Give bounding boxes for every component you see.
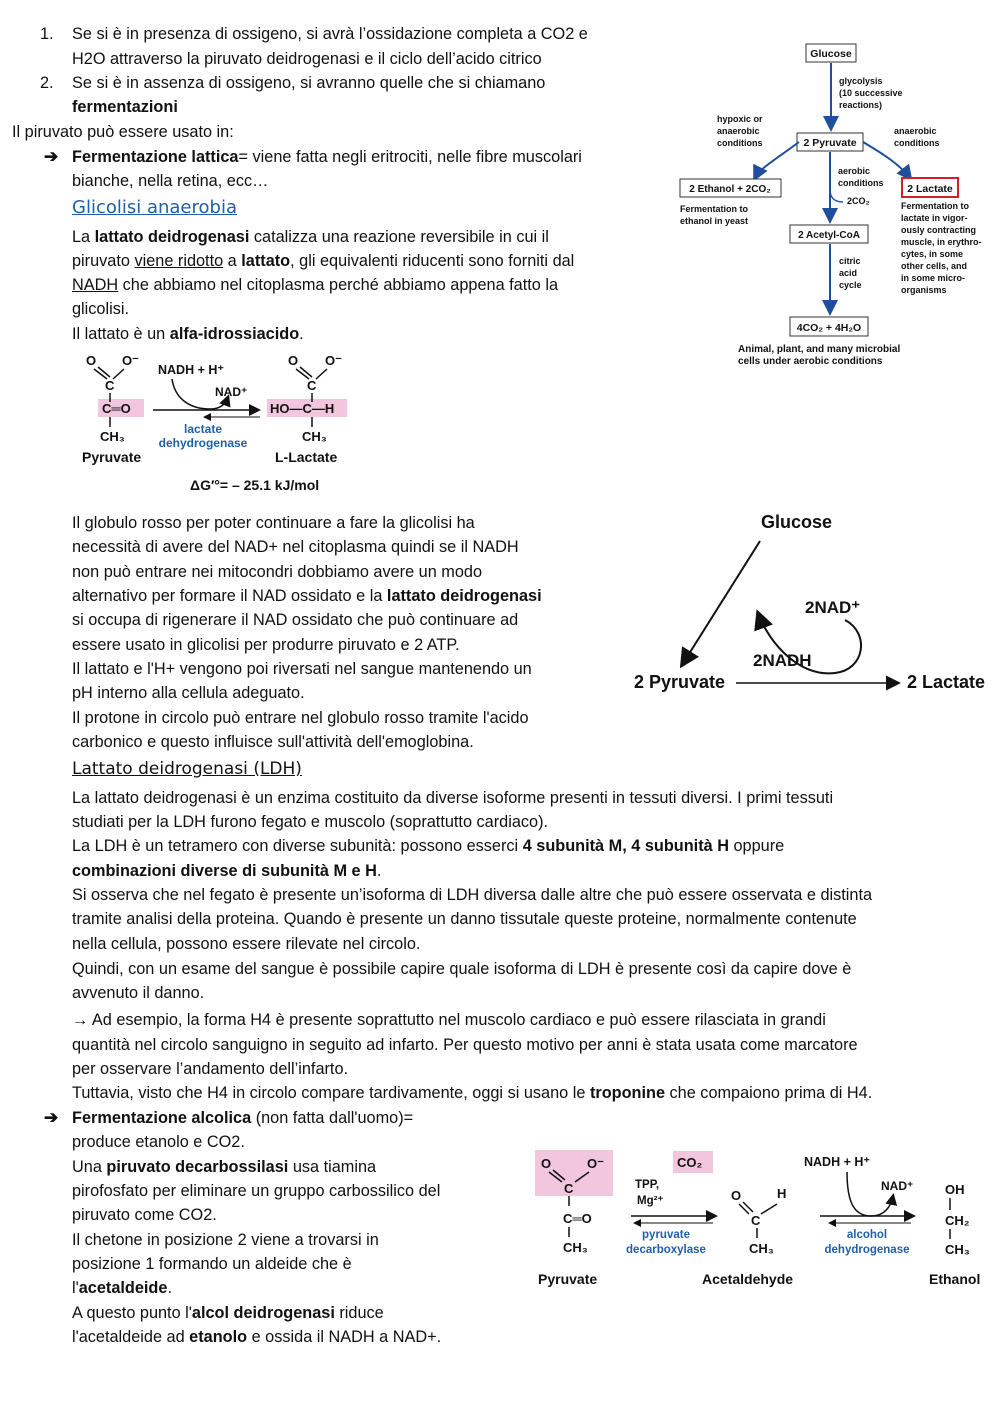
list-number-1: 1. [40, 25, 54, 43]
list-item-2-line2: fermentazioni [72, 98, 178, 116]
ldh-l2: studiati per la LDH furono fegato e muscolo (soprattutto cardiaco). [72, 813, 549, 831]
alcoholic-l6: Il chetone in posizione 2 viene a trovarsi in [72, 1231, 379, 1249]
svg-text:O: O [541, 1156, 552, 1171]
rbc-l8: pH interno alla cellula adeguato. [72, 684, 305, 702]
svg-text:CH₃: CH₃ [749, 1241, 774, 1256]
rbc-l6: essere usato in glicolisi per produrre piruvato e 2 ATP. [72, 636, 460, 654]
lactic-p1-l3: NADH che abbiamo nel citoplasma perché abbiamo appena fatto la [72, 276, 559, 294]
svg-text:CH₃: CH₃ [100, 429, 125, 444]
lactic-line2: bianche, nella retina, ecc… [72, 172, 269, 190]
svg-text:NAD⁺: NAD⁺ [881, 1179, 914, 1193]
label-l-lactate: L-Lactate [275, 449, 338, 465]
svg-text:cytes, in some: cytes, in some [901, 249, 964, 259]
alcoholic-l8: l'acetaldeide. [72, 1279, 172, 1297]
svg-text:conditions: conditions [838, 178, 884, 188]
rbc-l4: alternativo per formare il NAD ossidato e la lattato deidrogenasi [72, 587, 542, 605]
list-number-2: 2. [40, 74, 54, 92]
rbc-l7: Il lattato e l'H+ vengono poi riversati nel sangue mantenendo un [72, 660, 532, 678]
ldh-l13: Tuttavia, visto che H4 in circolo compare tardivamente, oggi si usano le troponine che compaiono prima di H4. [72, 1084, 873, 1102]
svg-text:Fermentation to: Fermentation to [901, 201, 970, 211]
svg-text:O: O [731, 1188, 742, 1203]
ldh-l1: La lattato deidrogenasi è un enzima costituito da diverse isoforme presenti in tessuti diversi. I primi tessuti [72, 789, 834, 807]
rbc-l10: carbonico e questo influisce sull'attività dell'emoglobina. [72, 733, 474, 751]
svg-text:TPP,: TPP, [635, 1179, 660, 1191]
ldh-l8: Quindi, con un esame del sangue è possibile capire quale isoforma di LDH è presente così da capire dove è [72, 960, 852, 978]
svg-text:conditions: conditions [894, 138, 940, 148]
svg-text:Mg²⁺: Mg²⁺ [637, 1195, 664, 1207]
svg-text:CH₃: CH₃ [945, 1242, 970, 1257]
svg-text:C: C [105, 378, 115, 393]
svg-text:C: C [751, 1213, 761, 1228]
svg-text:decarboxylase: decarboxylase [626, 1244, 706, 1256]
node-pyruvate: 2 Pyruvate [803, 137, 857, 149]
lactic-p1-l2: piruvato viene ridotto a lattato, gli equivalenti riducenti sono forniti dal [72, 252, 575, 270]
svg-text:lactate: lactate [183, 422, 223, 436]
ldh-l7: nella cellula, possono essere rilevate nel circolo. [72, 935, 421, 953]
alcoholic-l5: piruvato come CO2. [72, 1206, 217, 1224]
lactic-p1-l5: Il lattato è un alfa-idrossiacido. [72, 325, 304, 343]
svg-text:O⁻: O⁻ [122, 353, 139, 368]
nad-regeneration-diagram [630, 505, 1000, 705]
svg-text:in some micro-: in some micro- [901, 273, 966, 283]
heading-glicolisi-anaerobia: Glicolisi anaerobia [72, 197, 237, 218]
ldh-l6: tramite analisi della proteina. Quando è presente un danno tissutale queste proteine, normalmente contenute [72, 910, 857, 928]
label-pyruvate-2: Pyruvate [538, 1271, 598, 1287]
rbc-l5: si occupa di rigenerare il NAD ossidato che può continuare ad [72, 611, 519, 629]
lactic-p1-l4: glicolisi. [72, 300, 130, 318]
ldh-reaction-diagram [80, 347, 365, 497]
svg-text:NADH + H⁺: NADH + H⁺ [804, 1155, 870, 1169]
svg-text:O⁻: O⁻ [325, 353, 342, 368]
alcoholic-l10: l'acetaldeide ad etanolo e ossida il NADH a NAD+. [72, 1328, 442, 1346]
delta-g-label: ΔG′°= – 25.1 kJ/mol [190, 477, 320, 493]
node-co2-h2o: 4CO₂ + 4H₂O [796, 322, 862, 334]
svg-text:C═O: C═O [102, 401, 131, 416]
cycle-glucose: Glucose [761, 512, 833, 532]
svg-text:2CO₂: 2CO₂ [847, 196, 870, 206]
svg-text:dehydrogenase: dehydrogenase [824, 1244, 910, 1256]
svg-text:Fermentation to: Fermentation to [680, 204, 749, 214]
svg-text:CH₃: CH₃ [302, 429, 327, 444]
node-ethanol: 2 Ethanol + 2CO₂ [689, 184, 771, 195]
list-item-2-line1: Se si è in assenza di ossigeno, si avranno quelle che si chiamano [72, 74, 546, 92]
svg-text:reactions): reactions) [839, 100, 883, 110]
svg-text:Animal, plant, and many microb: Animal, plant, and many microbial [738, 344, 901, 355]
cycle-nad: 2NAD⁺ [805, 598, 861, 617]
rbc-l9: Il protone in circolo può entrare nel globulo rosso tramite l'acido [72, 709, 529, 727]
bullet-arrow-icon: ➔ [44, 1108, 59, 1127]
cycle-lactate: 2 Lactate [907, 672, 986, 692]
alcoholic-l3: Una piruvato decarbossilasi usa tiamina [72, 1158, 377, 1176]
svg-text:cells under aerobic conditions: cells under aerobic conditions [738, 356, 883, 367]
list-item-1-line2: H2O attraverso la piruvato deidrogenasi e il ciclo dell’acido citrico [72, 50, 542, 68]
ldh-l12: per osservare l’andamento dell’infarto. [72, 1060, 349, 1078]
svg-text:C═O: C═O [563, 1211, 592, 1226]
cycle-nadh: 2NADH [753, 651, 812, 670]
bullet-arrow-icon: ➔ [44, 147, 59, 166]
svg-text:citric: citric [839, 256, 861, 266]
svg-text:ously contracting: ously contracting [901, 225, 977, 235]
svg-text:aerobic: aerobic [838, 166, 871, 176]
svg-text:conditions: conditions [717, 138, 763, 148]
svg-text:organisms: organisms [901, 285, 947, 295]
svg-text:muscle, in erythro-: muscle, in erythro- [901, 237, 982, 247]
ldh-l10: → Ad esempio, la forma H4 è presente soprattutto nel muscolo cardiaco e può essere rilasciata in grandi [72, 1011, 826, 1029]
svg-text:anaerobic: anaerobic [894, 126, 937, 136]
alcoholic-l2: produce etanolo e CO2. [72, 1133, 245, 1151]
svg-text:acid: acid [839, 268, 858, 278]
svg-text:(10 successive: (10 successive [839, 88, 903, 98]
svg-text:CH₂: CH₂ [945, 1213, 970, 1228]
svg-text:O⁻: O⁻ [587, 1156, 604, 1171]
list-item-1-line1: Se si è in presenza di ossigeno, si avrà l’ossidazione completa a CO2 e [72, 25, 588, 43]
svg-text:lactate in vigor-: lactate in vigor- [901, 213, 968, 223]
label-pyruvate: Pyruvate [82, 449, 142, 465]
rbc-l3: non può entrare nei mitocondri dobbiamo avere un modo [72, 563, 483, 581]
alcoholic-l4: pirofosfato per eliminare un gruppo carbossilico del [72, 1182, 441, 1200]
svg-text:CO₂: CO₂ [677, 1155, 703, 1170]
node-glucose: Glucose [810, 48, 852, 60]
svg-text:H: H [777, 1186, 787, 1201]
lactic-p1-l1: La lattato deidrogenasi catalizza una reazione reversibile in cui il [72, 228, 549, 246]
rbc-l1: Il globulo rosso per poter continuare a fare la glicolisi ha [72, 514, 475, 532]
ldh-l3: La LDH è un tetramero con diverse subunità: possono esserci 4 subunità M, 4 subunità H oppure [72, 837, 785, 855]
svg-text:ethanol in yeast: ethanol in yeast [680, 216, 749, 226]
ldh-l11: quantità nel circolo sanguigno in seguito ad infarto. Per questo motivo per anni è stata usata come marcatore [72, 1036, 858, 1054]
svg-text:OH: OH [945, 1182, 965, 1197]
svg-text:dehydrogenase: dehydrogenase [158, 436, 248, 450]
label-acetaldehyde: Acetaldehyde [702, 1271, 794, 1287]
svg-text:other cells, and: other cells, and [901, 261, 968, 271]
ldh-l5: Si osserva che nel fegato è presente un’isoforma di LDH diversa dalle altre che può essere osservata e distinta [72, 886, 873, 904]
alcoholic-l7: posizione 1 formando un aldeide che è [72, 1255, 352, 1273]
svg-text:hypoxic or: hypoxic or [717, 114, 763, 124]
svg-text:NAD⁺: NAD⁺ [215, 385, 248, 399]
label-ethanol: Ethanol [929, 1271, 981, 1287]
heading-lattato-deidrogenasi: Lattato deidrogenasi (LDH) [72, 759, 302, 779]
svg-text:pyruvate: pyruvate [642, 1229, 690, 1241]
pyruvate-fates-diagram [675, 40, 1000, 370]
svg-text:cycle: cycle [839, 280, 862, 290]
node-acetyl-coa: 2 Acetyl-CoA [798, 230, 860, 241]
svg-text:O: O [86, 353, 97, 368]
ldh-l4: combinazioni diverse di subunità M e H. [72, 862, 382, 880]
svg-text:NADH + H⁺: NADH + H⁺ [158, 363, 224, 377]
svg-text:O: O [288, 353, 299, 368]
svg-text:anaerobic: anaerobic [717, 126, 760, 136]
cycle-pyruvate: 2 Pyruvate [634, 672, 726, 692]
svg-text:alcohol: alcohol [846, 1229, 888, 1241]
ldh-l9: avvenuto il danno. [72, 984, 205, 1002]
uses-intro: Il piruvato può essere usato in: [12, 123, 234, 141]
svg-text:HO—C—H: HO—C—H [270, 401, 335, 416]
rbc-l2: necessità di avere del NAD+ nel citoplasma quindi se il NADH [72, 538, 519, 556]
svg-text:glycolysis: glycolysis [839, 76, 883, 86]
alcoholic-l1: Fermentazione alcolica (non fatta dall'uomo)= [72, 1109, 414, 1127]
alcoholic-l9: A questo punto l'alcol deidrogenasi riduce [72, 1304, 384, 1322]
svg-text:CH₃: CH₃ [563, 1240, 588, 1255]
node-lactate: 2 Lactate [907, 183, 953, 195]
alcoholic-fermentation-diagram [535, 1148, 997, 1293]
svg-text:C: C [564, 1181, 574, 1196]
lactic-line1: Fermentazione lattica= viene fatta negli eritrociti, nelle fibre muscolari [72, 148, 582, 166]
svg-text:C: C [307, 378, 317, 393]
